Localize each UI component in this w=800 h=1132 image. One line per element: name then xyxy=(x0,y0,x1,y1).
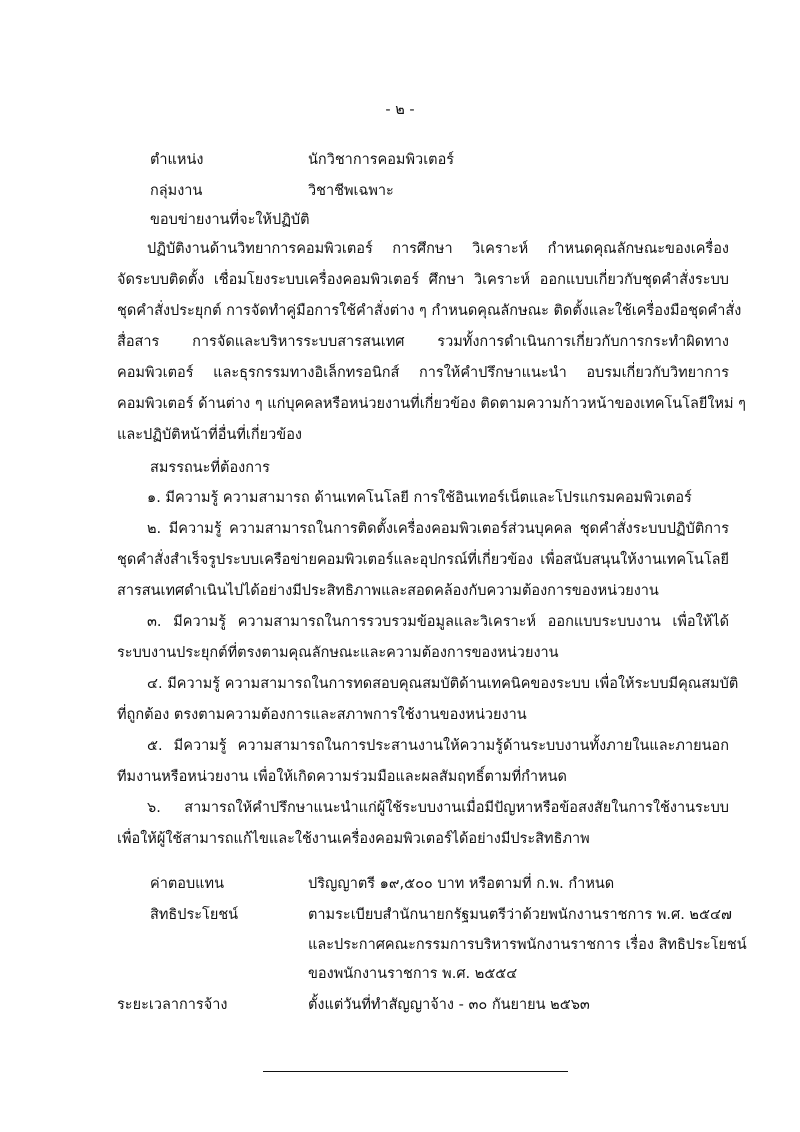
competency-item-2: ๒. มีความรู้ ความสามารถในการติดตั้งเครื่องคอมพิวเตอร์ส่วนบุคคล ชุดคำสั่งระบบปฏิบัติการ xyxy=(147,521,729,537)
competency-item-3: ๓. มีความรู้ ความสามารถในการรวบรวมข้อมูลและวิเคราะห์ ออกแบบระบบงาน เพื่อให้ได้ xyxy=(147,614,729,630)
benefits-line: ตามระเบียบสำนักนายกรัฐมนตรีว่าด้วยพนักงานราชการ พ.ศ. ๒๕๔๗ xyxy=(308,907,732,923)
compensation-value: ปริญญาตรี ๑๙,๕๐๐ บาท หรือตามที่ ก.พ. กำหนด xyxy=(308,876,615,892)
compensation-label: ค่าตอบแทน xyxy=(150,876,224,892)
position-value: นักวิชาการคอมพิวเตอร์ xyxy=(308,152,455,168)
scope-line: ชุดคำสั่งประยุกต์ การจัดทำคู่มือการใช้คำสั่งต่าง ๆ กำหนดคุณลักษณะ ติดตั้งและใช้เครื่องมือชุดคำสั่ง xyxy=(117,303,742,319)
competency-item-4-cont: ที่ถูกต้อง ตรงตามความต้องการและสภาพการใช้งานของหน่วยงาน xyxy=(117,707,527,723)
bottom-divider xyxy=(263,1071,568,1072)
competency-item-6-cont: เพื่อให้ผู้ใช้สามารถแก้ไขและใช้งานเครื่องคอมพิวเตอร์ได้อย่างมีประสิทธิภาพ xyxy=(117,831,590,847)
duration-value: ตั้งแต่วันที่ทำสัญญาจ้าง - ๓๐ กันยายน ๒๕๖๓ xyxy=(308,997,590,1013)
scope-line: จัดระบบติดตั้ง เชื่อมโยงระบบเครื่องคอมพิวเตอร์ ศึกษา วิเคราะห์ ออกแบบเกี่ยวกับชุดคำสั่งระบบ xyxy=(117,272,729,288)
scope-line: คอมพิวเตอร์ และธุรกรรมทางอิเล็กทรอนิกส์ การให้คำปรึกษาแนะนำ อบรมเกี่ยวกับวิทยาการ xyxy=(117,365,729,381)
page-number: - ๒ - xyxy=(385,102,415,118)
competency-item-2-cont: สารสนเทศดำเนินไปได้อย่างมีประสิทธิภาพและสอดคล้องกับความต้องการของหน่วยงาน xyxy=(117,583,659,599)
scope-heading: ขอบข่ายงานที่จะให้ปฏิบัติ xyxy=(150,212,310,228)
competency-item-4: ๔. มีความรู้ ความสามารถในการทดสอบคุณสมบัติด้านเทคนิคของระบบ เพื่อให้ระบบมีคุณสมบัติ xyxy=(147,676,739,692)
benefits-line: ของพนักงานราชการ พ.ศ. ๒๕๕๔ xyxy=(308,966,518,982)
competency-item-5-cont: ทีมงานหรือหน่วยงาน เพื่อให้เกิดความร่วมมือและผลสัมฤทธิ์ตามที่กำหนด xyxy=(117,769,567,785)
scope-line: สื่อสาร การจัดและบริหารระบบสารสนเทศ รวมทั้งการดำเนินการเกี่ยวกับการกระทำผิดทาง xyxy=(117,334,729,350)
duration-label: ระยะเวลาการจ้าง xyxy=(117,997,228,1013)
benefits-label: สิทธิประโยชน์ xyxy=(150,907,239,923)
competency-heading: สมรรถนะที่ต้องการ xyxy=(150,460,270,476)
competency-item-3-cont: ระบบงานประยุกต์ที่ตรงตามคุณลักษณะและความต้องการของหน่วยงาน xyxy=(117,645,559,661)
scope-line: และปฏิบัติหน้าที่อื่นที่เกี่ยวข้อง xyxy=(117,427,303,443)
competency-item-5: ๕. มีความรู้ ความสามารถในการประสานงานให้ความรู้ด้านระบบงานทั้งภายในและภายนอก xyxy=(147,738,729,754)
competency-item-1: ๑. มีความรู้ ความสามารถ ด้านเทคโนโลยี การใช้อินเทอร์เน็ตและโปรแกรมคอมพิวเตอร์ xyxy=(147,490,692,506)
position-label: ตำแหน่ง xyxy=(150,152,204,168)
group-label: กลุ่มงาน xyxy=(150,183,203,199)
competency-item-2-cont: ชุดคำสั่งสำเร็จรูประบบเครือข่ายคอมพิวเตอร์และอุปกรณ์ที่เกี่ยวข้อง เพื่อสนับสนุนให้งานเทคโนโลยี xyxy=(117,552,729,568)
competency-item-6: ๖. สามารถให้คำปรึกษาแนะนำแก่ผู้ใช้ระบบงานเมื่อมีปัญหาหรือข้อสงสัยในการใช้งานระบบ xyxy=(147,800,729,816)
benefits-line: และประกาศคณะกรรมการบริหารพนักงานราชการ เรื่อง สิทธิประโยชน์ xyxy=(308,937,747,953)
group-value: วิชาชีพเฉพาะ xyxy=(308,183,394,199)
scope-line: คอมพิวเตอร์ ด้านต่าง ๆ แก่บุคคลหรือหน่วยงานที่เกี่ยวข้อง ติดตามความก้าวหน้าของเทคโนโลยีใหม่ ๆ xyxy=(117,396,746,412)
scope-line: ปฏิบัติงานด้านวิทยาการคอมพิวเตอร์ การศึกษา วิเคราะห์ กำหนดคุณลักษณะของเครื่อง xyxy=(147,241,729,257)
